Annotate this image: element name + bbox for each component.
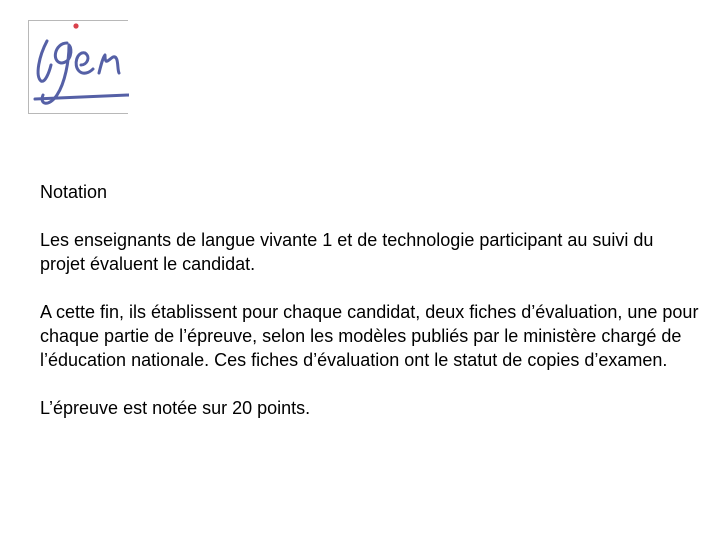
paragraph-points: L’épreuve est notée sur 20 points.: [40, 398, 311, 418]
paragraph-fiches: A cette fin, ils établissent pour chaque candidat, deux fiches d’évaluation, une pour chaque partie de l’épreuve, selon les modèles publiés par le ministère chargé de l’éducation nationale. Ces fiches d’évaluation ont le statut de copies d’examen.: [40, 302, 699, 370]
igen-logo-mark: [29, 21, 129, 115]
paragraph-evaluation: Les enseignants de langue vivante 1 et de technologie participant au suivi du projet évaluent le candidat.: [40, 230, 654, 274]
slide-title: Notation: [40, 182, 108, 202]
igen-logo: [28, 20, 128, 114]
slide-content: [40, 180, 700, 444]
logo-dot: [73, 23, 78, 28]
